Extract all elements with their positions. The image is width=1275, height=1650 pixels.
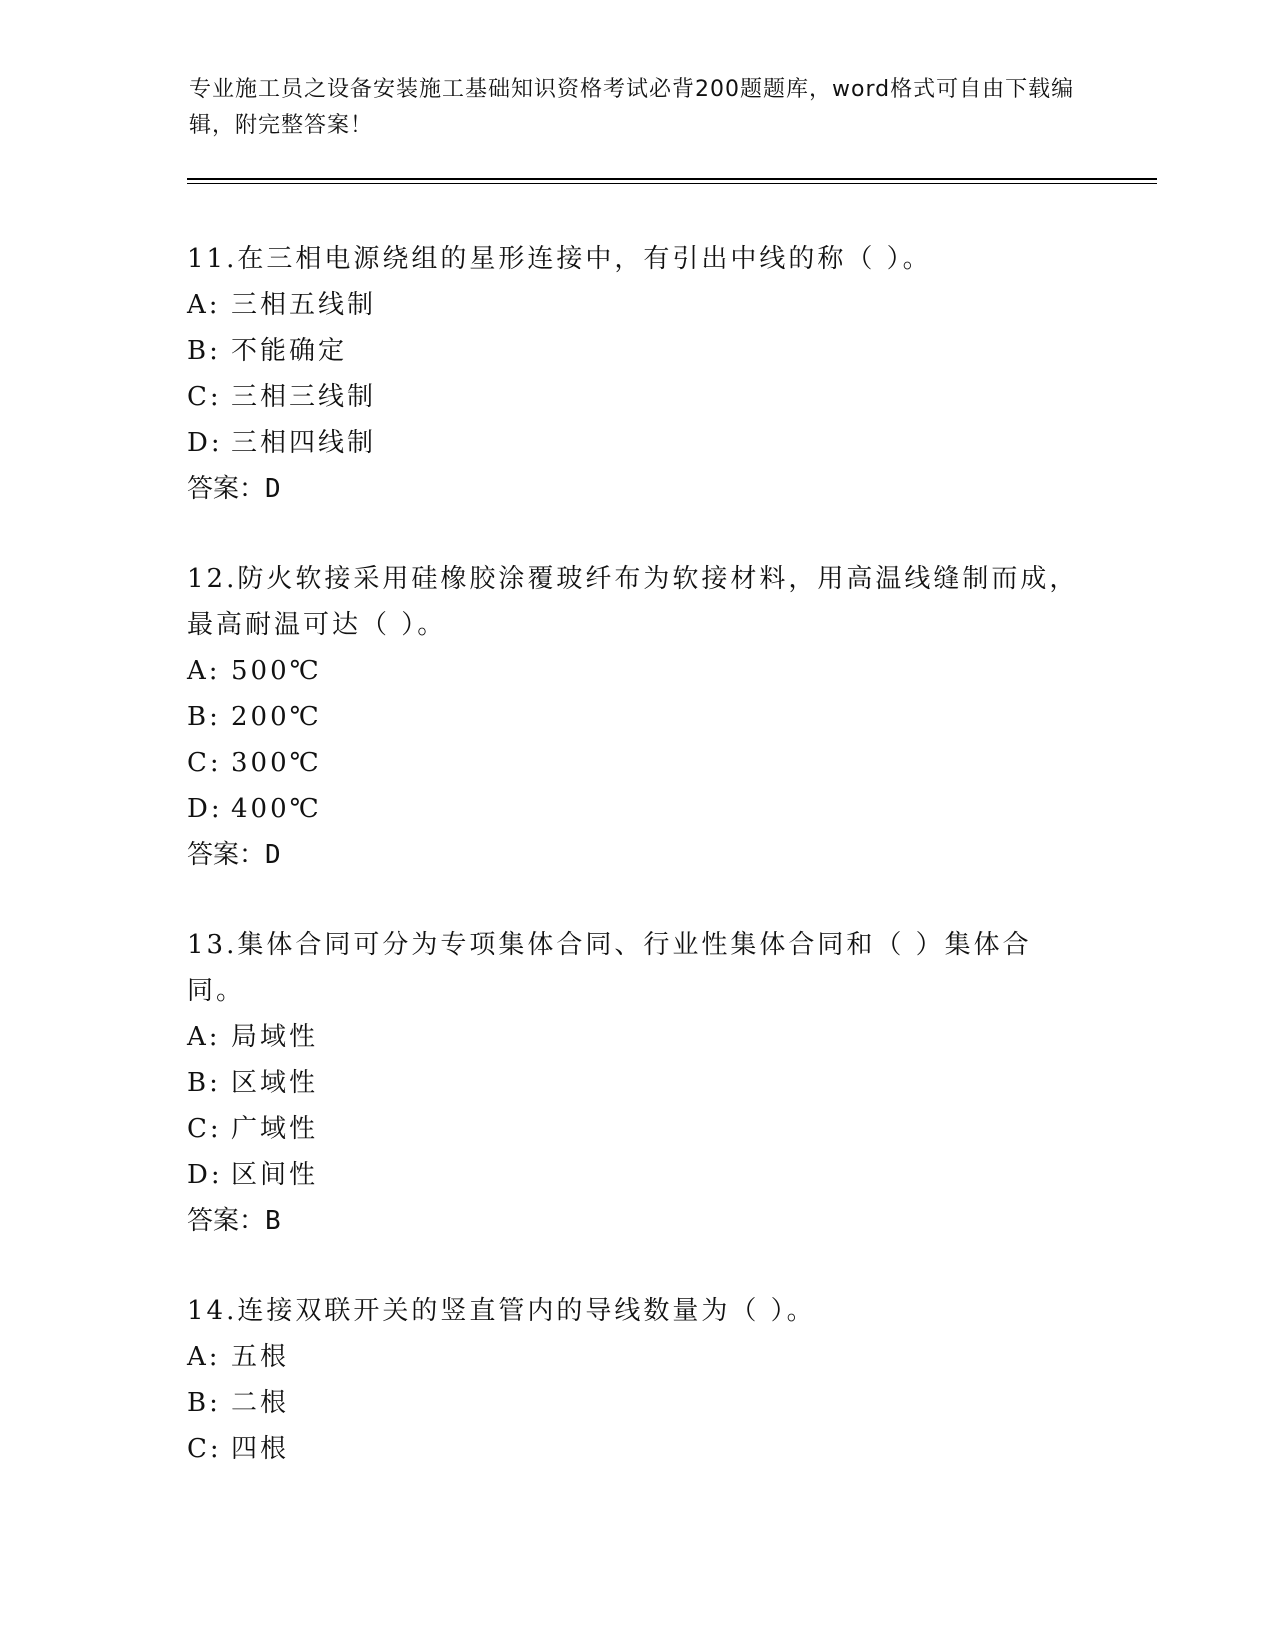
option-c — [187, 1426, 1087, 1472]
header-rule-thick — [187, 178, 1157, 180]
option-letter: D: — [187, 794, 223, 824]
question-list — [187, 236, 1087, 1516]
option-letter: B: — [187, 1388, 221, 1418]
option-letter: C: — [187, 382, 222, 412]
option-letter: A: — [187, 1342, 221, 1372]
option-d — [187, 420, 1087, 466]
question-stem: 11.在三相电源绕组的星形连接中，有引出中线的称（ ）。 — [187, 244, 932, 274]
header-rule-thin — [187, 183, 1157, 184]
option-letter: B: — [187, 336, 221, 366]
question-11 — [187, 236, 1087, 512]
question-12 — [187, 556, 1087, 878]
option-letter: D: — [187, 428, 223, 458]
option-text: 广域性 — [231, 1114, 319, 1144]
option-letter: A: — [187, 656, 221, 686]
option-text: 二根 — [231, 1388, 290, 1418]
option-text: 三相五线制 — [231, 290, 377, 320]
option-letter: C: — [187, 1434, 222, 1464]
header-text: 专业施工员之设备安装施工基础知识资格考试必背200题题库，word格式可自由下载编辑，附完整答案！ — [189, 77, 1075, 138]
option-a — [187, 648, 1087, 694]
option-text: 五根 — [231, 1342, 290, 1372]
option-letter: B: — [187, 702, 221, 732]
option-text: 400℃ — [231, 794, 322, 824]
option-letter: A: — [187, 290, 221, 320]
question-stem: 12.防火软接采用硅橡胶涂覆玻纤布为软接材料，用高温线缝制而成，最高耐温可达（ ）。 — [187, 564, 1079, 640]
option-c — [187, 374, 1087, 420]
option-text: 200℃ — [231, 702, 322, 732]
answer-line: 答案：D — [187, 474, 281, 504]
option-b — [187, 1380, 1087, 1426]
option-d — [187, 1152, 1087, 1198]
option-b — [187, 694, 1087, 740]
option-b — [187, 328, 1087, 374]
option-text: 区间性 — [231, 1160, 319, 1190]
option-c — [187, 740, 1087, 786]
option-letter: C: — [187, 1114, 222, 1144]
question-stem: 14.连接双联开关的竖直管内的导线数量为（ ）。 — [187, 1296, 816, 1326]
option-text: 三相四线制 — [231, 428, 377, 458]
option-a — [187, 1334, 1087, 1380]
option-text: 三相三线制 — [231, 382, 377, 412]
option-text: 四根 — [231, 1434, 290, 1464]
option-letter: A: — [187, 1022, 221, 1052]
option-text: 不能确定 — [231, 336, 348, 366]
option-d — [187, 786, 1087, 832]
question-stem: 13.集体合同可分为专项集体合同、行业性集体合同和（ ）集体合同。 — [187, 930, 1032, 1006]
document-header — [189, 72, 1089, 144]
answer-line: 答案：D — [187, 840, 281, 870]
option-text: 500℃ — [231, 656, 322, 686]
option-letter: B: — [187, 1068, 221, 1098]
option-letter: D: — [187, 1160, 223, 1190]
question-14 — [187, 1288, 1087, 1472]
option-letter: C: — [187, 748, 222, 778]
question-13 — [187, 922, 1087, 1244]
answer-line: 答案：B — [187, 1206, 281, 1236]
option-a — [187, 282, 1087, 328]
option-text: 区域性 — [231, 1068, 319, 1098]
option-a — [187, 1014, 1087, 1060]
option-text: 300℃ — [231, 748, 322, 778]
option-c — [187, 1106, 1087, 1152]
option-b — [187, 1060, 1087, 1106]
option-text: 局域性 — [231, 1022, 319, 1052]
